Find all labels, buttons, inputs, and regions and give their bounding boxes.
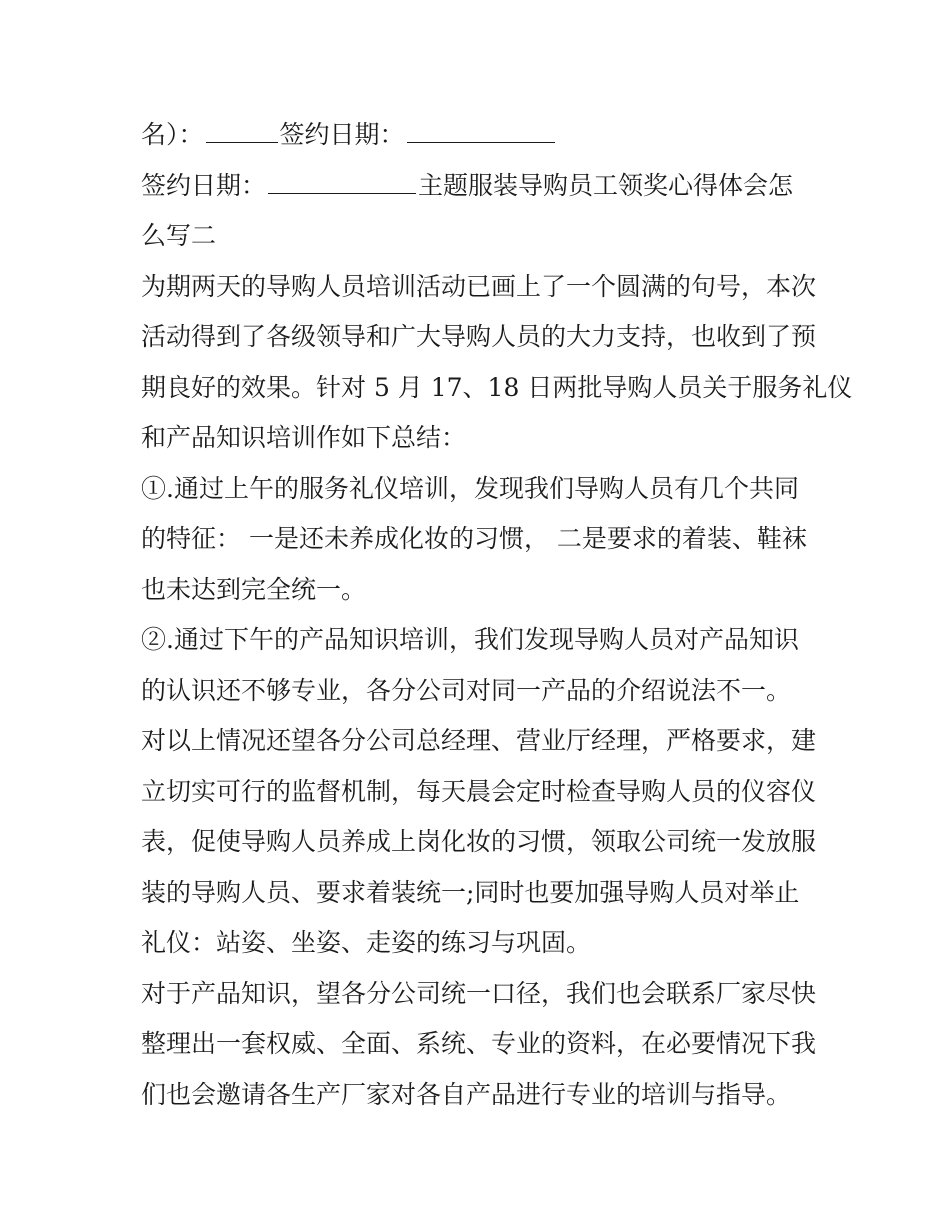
item2-line: 的认识还不够专业，各分公司对同一产品的介绍说法不一。 [141, 675, 792, 705]
paragraph3-line: 对于产品知识，望各分公司统一口径，我们也会联系厂家尽快 [141, 978, 817, 1008]
paragraph2-line: 表，促使导购人员养成上岗化妆的习惯，领取公司统一发放服 [141, 827, 817, 856]
sign-date-label-2: 签约日期： [141, 170, 267, 200]
paragraph2-line: 装的导购人员、要求着装统一;同时也要加强导购人员对举止 [141, 877, 800, 907]
signature-label-fragment: 名）： [141, 120, 204, 149]
document-body [141, 110, 853, 1120]
title-fragment: 主题服装导购员工领奖心得体会怎 [418, 170, 794, 200]
item1-line: 也未达到完全统一。 [141, 574, 367, 604]
paragraph3-line: 整理出一套权威、全面、系统、专业的资料，在必要情况下我 [141, 1029, 817, 1058]
header-line-2 [141, 161, 821, 212]
header-line-1 [141, 110, 821, 161]
sign-date-label: 签约日期： [279, 120, 405, 149]
paragraph1-line: 和产品知识培训作如下总结： [141, 423, 467, 452]
paragraph1-line: 活动得到了各级领导和广大导购人员的大力支持，也收到了预 [141, 322, 817, 351]
paragraph2-line: 礼仪：站姿、坐姿、走姿的练习与巩固。 [141, 928, 592, 957]
item2-line: ②.通过下午的产品知识培训，我们发现导购人员对产品知识 [141, 625, 799, 654]
paragraph2-line: 立切实可行的监督机制，每天晨会定时检查导购人员的仪容仪 [141, 776, 817, 806]
paragraph1-line: 期良好的效果。针对 5 月 17、18 日两批导购人员关于服务礼仪 [141, 372, 853, 402]
title-continuation: 么写二 [141, 221, 217, 250]
sign-date-blank-2 [268, 163, 416, 194]
paragraph1-line: 为期两天的导购人员培训活动已画上了一个圆满的句号，本次 [141, 271, 817, 301]
item1-line: 的特征： 一是还未养成化妆的习惯， 二是要求的着装、鞋袜 [141, 524, 807, 553]
sign-date-blank [407, 112, 555, 143]
paragraph3-line: 们也会邀请各生产厂家对各自产品进行专业的培训与指导。 [141, 1079, 792, 1109]
paragraph2-line: 对以上情况还望各分公司总经理、营业厅经理，严格要求，建 [141, 726, 817, 755]
item1-line: ①.通过上午的服务礼仪培训，发现我们导购人员有几个共同 [141, 473, 799, 503]
signature-blank [206, 112, 278, 143]
